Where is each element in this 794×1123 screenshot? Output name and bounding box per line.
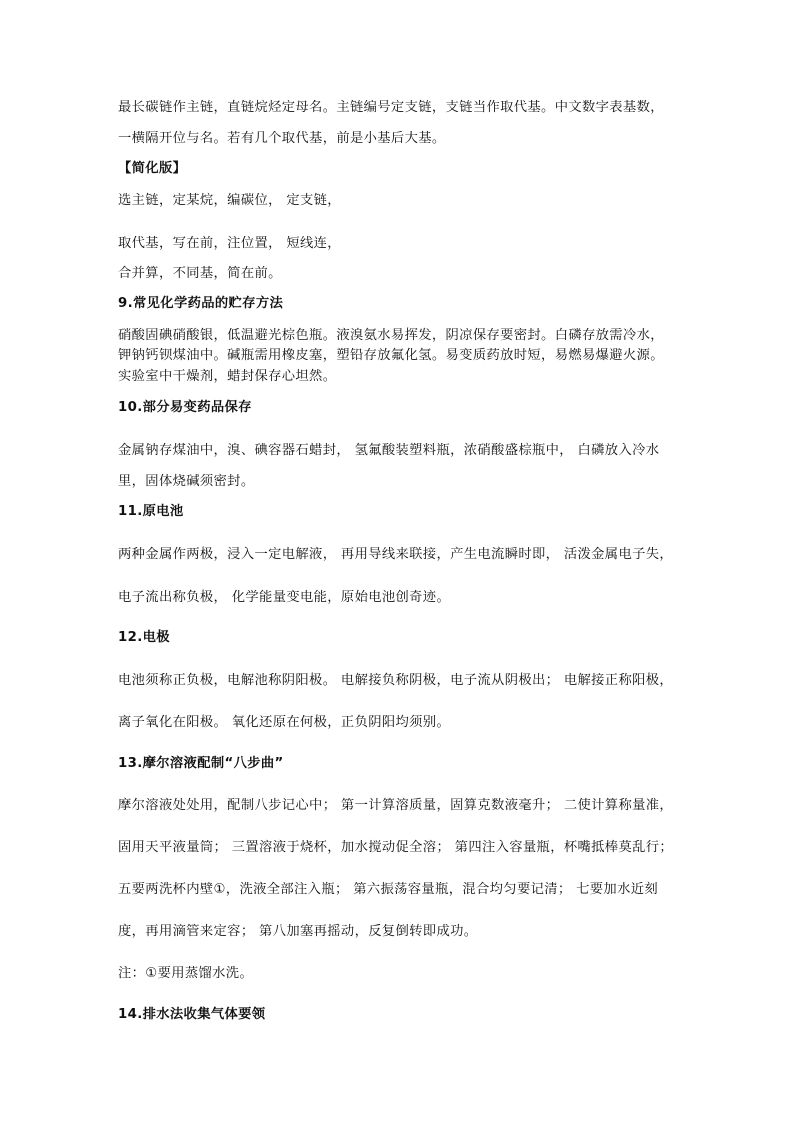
text-line-molar-3: 五要两洗杯内壁①，洗液全部注入瓶； 第六振荡容量瓶，混合均匀要记清； 七要加水近刻 [118, 882, 659, 897]
text-line-molar-4: 度，再用滴管来定容； 第八加塞再摇动，反复倒转即成功。 [118, 924, 478, 939]
text-line-simplified-1: 选主链，定某烷，编碳位， 定支链， [118, 193, 341, 208]
text-line-molar-2: 固用天平液量筒； 三置溶液于烧杯，加水搅动促全溶； 第四注入容量瓶，杯嘴抵棒莫乱行； [118, 840, 674, 855]
text-line-electrode-2: 离子氧化在阳极。 氧化还原在何极，正负阴阳均须别。 [118, 715, 451, 730]
text-line-storage-3: 实验室中干燥剂，蜡封保存心坦然。 [118, 369, 337, 384]
section-heading-9: 9.常见化学药品的贮存方法 [118, 296, 284, 311]
text-line-simplified-3: 合并算，不同基，简在前。 [118, 266, 282, 281]
footnote-line: 注：①要用蒸馏水洗。 [118, 966, 254, 981]
section-heading-12: 12.电极 [118, 630, 170, 645]
text-line-volatile-2: 里，固体烧碱须密封。 [118, 474, 255, 489]
text-line-cell-2: 电子流出称负极， 化学能量变电能，原始电池创奇迹。 [118, 590, 451, 605]
text-line-naming-rule-1: 最长碳链作主链，直链烷烃定母名。主链编号定支链，支链当作取代基。中文数字表基数， [118, 100, 664, 115]
section-heading-13: 13.摩尔溶液配制“八步曲” [118, 756, 284, 771]
text-line-naming-rule-2: 一横隔开位与名。若有几个取代基，前是小基后大基。 [118, 131, 446, 146]
text-line-simplified-2: 取代基，写在前，注位置， 短线连， [118, 236, 341, 251]
text-line-storage-1: 硝酸固碘硝酸银，低温避光棕色瓶。液溴氨水易挥发，阴凉保存要密封。白磷存放需冷水， [118, 328, 664, 343]
section-heading-simplified: 【简化版】 [118, 161, 187, 176]
section-heading-11: 11.原电池 [118, 504, 184, 519]
text-line-storage-2: 钾钠钙钡煤油中。碱瓶需用橡皮塞，塑铅存放氟化氢。易变质药放时短，易燃易爆避火源。 [118, 348, 664, 363]
section-heading-10: 10.部分易变药品保存 [118, 400, 252, 415]
section-heading-14: 14.排水法收集气体要领 [118, 1007, 266, 1022]
text-line-electrode-1: 电池须称正负极，电解池称阴阳极。 电解接负称阴极，电子流从阴极出； 电解接正称阳极， [118, 673, 674, 688]
text-line-molar-1: 摩尔溶液处处用，配制八步记心中； 第一计算溶质量，固算克数液毫升； 二使计算称量准， [118, 798, 674, 813]
text-line-volatile-1: 金属钠存煤油中，溴、碘容器石蜡封， 氢氟酸装塑料瓶，浓硝酸盛棕瓶中， 白磷放入冷水 [118, 443, 660, 458]
text-line-cell-1: 两种金属作两极，浸入一定电解液， 再用导线来联接，产生电流瞬时即， 活泼金属电子失， [118, 547, 674, 562]
